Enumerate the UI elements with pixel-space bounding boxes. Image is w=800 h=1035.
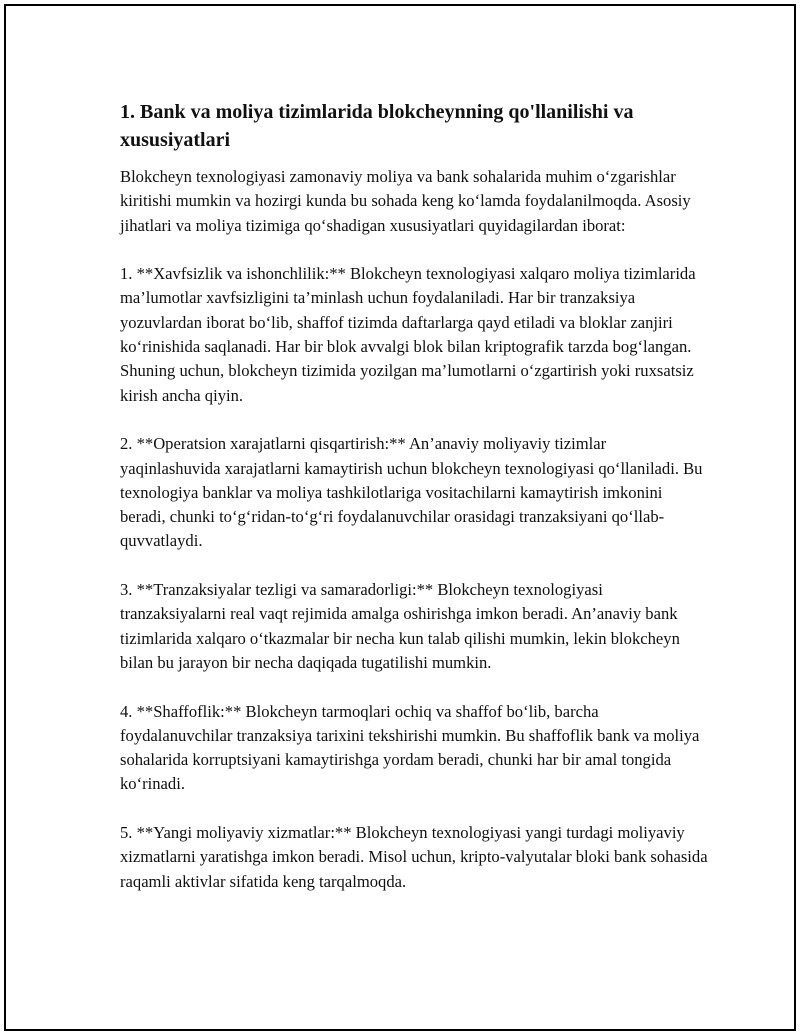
paragraph-operational-costs: 2. **Operatsion xarajatlarni qisqartirish:** An’anaviy moliyaviy tizimlar yaqinlashuvida xarajatlarni kamaytirish uchun blokcheyn texnologiyasi qo‘llaniladi. Bu texnologiya banklar va moliya tashkilotlariga vositachilarni kamaytirish imkonini beradi, chunki to‘g‘ridan-to‘g‘ri foydalanuvchilar orasidagi tranzaksiyani qo‘llab-quvvatlaydi.	[120, 434, 703, 551]
document-body	[120, 98, 710, 918]
paragraph-new-services: 5. **Yangi moliyaviy xizmatlar:** Blokcheyn texnologiyasi yangi turdagi moliyaviy xizmatlarni yaratishga imkon beradi. Misol uchun, kripto-valyutalar bloki bank sohasida raqamli aktivlar sifatida keng tarqalmoqda.	[120, 823, 708, 891]
intro-paragraph: Blokcheyn texnologiyasi zamonaviy moliya va bank sohalarida muhim o‘zgarishlar kiritishi mumkin va hozirgi kunda bu sohada keng ko‘lamda foydalanilmoqda. Asosiy jihatlari va moliya tizimiga qo‘shadigan xususiyatlari quyidagilardan iborat:	[120, 167, 691, 235]
paragraph-transparency: 4. **Shaffoflik:** Blokcheyn tarmoqlari ochiq va shaffof bo‘lib, barcha foydalanuvchilar tranzaksiya tarixini tekshirishi mumkin. Bu shaffoflik bank va moliya sohalarida korruptsiyani kamaytirishga yordam beradi, chunki har bir amal tongida ko‘rinadi.	[120, 701, 700, 794]
document-page	[4, 4, 796, 1031]
paragraph-transaction-speed: 3. **Tranzaksiyalar tezligi va samaradorligi:** Blokcheyn texnologiyasi tranzaksiyalarni real vaqt rejimida amalga oshirishga imkon beradi. An’anaviy bank tizimlarida xalqaro o‘tkazmalar bir necha kun talab qilishi mumkin, lekin blokcheyn bilan bu jarayon bir necha daqiqada tugatilishi mumkin.	[120, 580, 680, 672]
section-heading: 1. Bank va moliya tizimlarida blokcheynning qo'llanilishi va xususiyatlari	[120, 101, 634, 151]
paragraph-security: 1. **Xavfsizlik va ishonchlilik:** Blokcheyn texnologiyasi xalqaro moliya tizimlarida ma’lumotlar xavfsizligini ta’minlash uchun foydalaniladi. Har bir tranzaksiya yozuvlardan iborat bo‘lib, shaffof tizimda daftarlarga qayd etiladi va bloklar zanjiri ko‘rinishida saqlanadi. Har bir blok avvalgi blok bilan kriptografik tarzda bog‘langan. Shuning uchun, blokcheyn tizimida yozilgan ma’lumotlarni o‘zgartirish yoki ruxsatsiz kirish ancha qiyin.	[120, 264, 696, 405]
